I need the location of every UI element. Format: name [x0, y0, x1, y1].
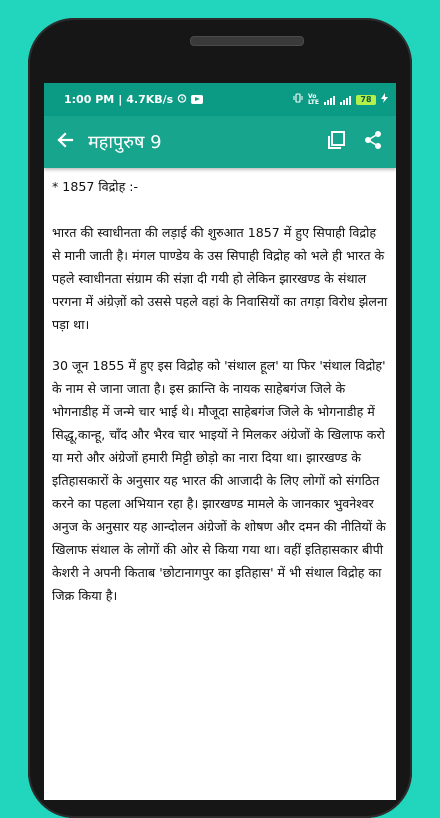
charging-icon: [381, 93, 388, 106]
status-separator: |: [118, 93, 123, 106]
phone-screen: [44, 83, 396, 800]
status-bar: [44, 83, 396, 116]
back-button[interactable]: [56, 131, 74, 153]
youtube-icon: [191, 95, 203, 104]
page-title: महापुरुष 9: [88, 132, 162, 153]
article-paragraph: 30 जून 1855 में हुए इस विद्रोह को 'संथाल हूल' या फिर 'संथाल विद्रोह' के नाम से जाना जाता है। इस क्रान्ति के नायक साहेबगंज जिले के भोगनाडीह में जन्मे चार भाई थे। मौजूदा साहेबगंज जिले के भोगनाडीह में सिद्धू,कान्हू, चाँद और भैरव चार भाइयों ने मिलकर अंग्रेजों के खिलाफ करो या मरो और अंग्रेजों हमारी मिट्टी छोड़ो का नारा दिया था। झारखण्ड के इतिहासकारों के अनुसार यह भारत की आजादी के लिए लोगों को संगठित करने का पहला अभियान रहा है। झारखण्ड मामले के जानकार भुवनेश्वर अनुज के अनुसार यह आन्दोलन अंग्रेजों के शोषण और दमन की नीतियों के खिलाफ संथाल के लोगों की ओर से किया गया था। वहीं इतिहासकार बीपी केशरी ने अपनी किताब 'छोटानागपुर का इतिहास' में भी संथाल विद्रोह का जिक्र किया है।: [52, 358, 386, 603]
app-bar: [44, 116, 396, 168]
article-heading: * 1857 विद्रोह :-: [52, 179, 139, 194]
share-icon: [364, 130, 382, 150]
status-time: 1:00 PM: [64, 93, 115, 106]
signal-icon: [324, 95, 335, 105]
article-paragraph: भारत की स्वाधीनता की लड़ाई की शुरुआत 1857 में हुए सिपाही विद्रोह से मानी जाती है। मंगल पाण्डेय के उस सिपाही विद्रोह को भले ही भारत के पहले स्वाधीनता संग्राम की संज्ञा दी गयी हो लेकिन झारखण्ड के संथाल परगना में अंग्रेज़ों को उससे पहले वहां के निवासियों का तगड़ा विरोध झेलना पड़ा था।: [52, 225, 388, 332]
phone-speaker: [190, 36, 304, 46]
alarm-icon: [177, 93, 187, 106]
volte-icon: Vo LTE: [307, 92, 319, 106]
arrow-left-icon: [56, 131, 74, 149]
share-button[interactable]: [364, 130, 382, 154]
vibrate-icon: [293, 93, 303, 106]
article-content: [44, 168, 396, 607]
network-speed: 4.7KB/s: [126, 93, 174, 106]
copy-icon: [326, 130, 346, 150]
signal-icon-2: [340, 95, 351, 105]
copy-button[interactable]: [326, 130, 346, 154]
battery-icon: 78: [356, 95, 376, 105]
